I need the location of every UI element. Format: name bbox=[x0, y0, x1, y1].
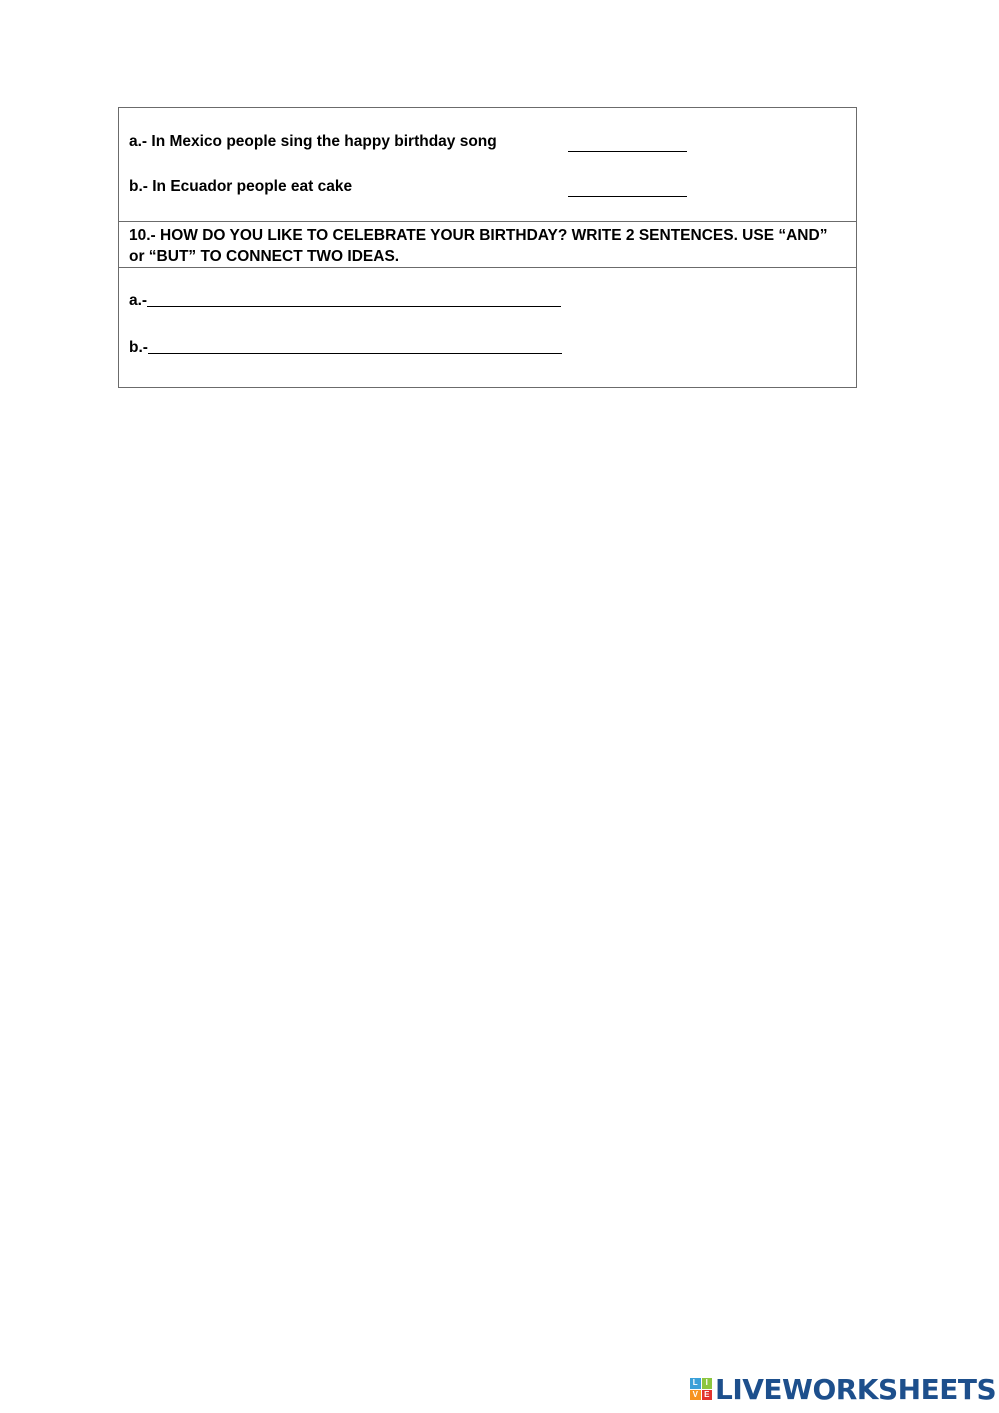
statement-b-answer-blank[interactable] bbox=[568, 196, 687, 197]
logo-tile: L bbox=[690, 1378, 701, 1389]
statement-b: b.- In Ecuador people eat cake bbox=[129, 178, 353, 195]
brand-name: LIVEWORKSHEETS bbox=[715, 1372, 997, 1406]
question-10-text: 10.- HOW DO YOU LIKE TO CELEBRATE YOUR BIRTHDAY? WRITE 2 SENTENCES. USE “AND” or “BUT” TO CONNECT TWO IDEAS. bbox=[129, 227, 828, 265]
liveworksheets-brand bbox=[690, 1374, 996, 1404]
answer-b-blank[interactable] bbox=[148, 353, 562, 354]
statement-a: a.- In Mexico people sing the happy birthday song bbox=[129, 133, 497, 150]
worksheet-table bbox=[118, 107, 857, 388]
answer-a-prefix: a.- bbox=[129, 292, 148, 309]
statements-row bbox=[119, 108, 856, 222]
answer-b-prefix: b.- bbox=[129, 339, 148, 356]
question-row bbox=[119, 222, 856, 268]
logo-tile: I bbox=[702, 1378, 713, 1389]
answers-row bbox=[119, 268, 856, 387]
statement-a-answer-blank[interactable] bbox=[568, 151, 687, 152]
answer-a-blank[interactable] bbox=[147, 306, 561, 307]
logo-tile: E bbox=[702, 1390, 713, 1401]
logo-tile: V bbox=[690, 1390, 701, 1401]
answer-line-b[interactable] bbox=[129, 339, 562, 357]
answer-line-a[interactable] bbox=[129, 292, 561, 310]
liveworksheets-logo-icon bbox=[690, 1378, 712, 1400]
